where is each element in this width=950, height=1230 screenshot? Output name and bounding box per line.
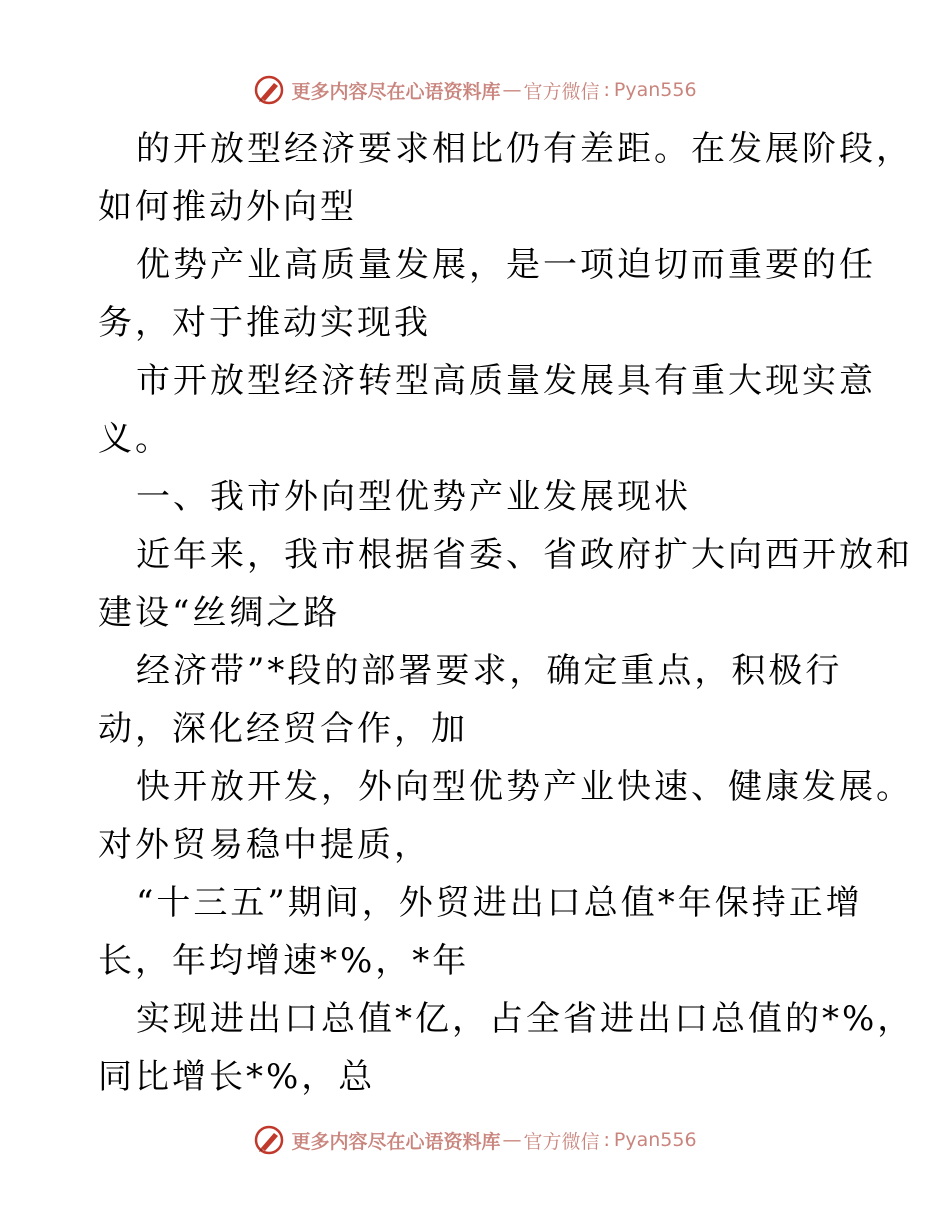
watermark-text: 更多内容尽在心语资料库 <box>291 80 501 103</box>
pen-logo-icon <box>253 1124 285 1156</box>
text-line: 优势产业高质量发展，是一项迫切而重要的任 <box>136 245 876 285</box>
document-body <box>98 120 915 1106</box>
text-line: 实现进出口总值*亿，占全省进出口总值的*%， <box>136 999 915 1039</box>
section-heading: 一、我市外向型优势产业发展现状 <box>136 477 691 517</box>
watermark-text: 更多内容尽在心语资料库 <box>291 1130 501 1153</box>
watermark-contact-label: 官方微信 <box>523 1130 600 1153</box>
text-line: 经济带”*段的部署要求，确定重点，积极行 <box>136 651 843 691</box>
text-line: 动，深化经贸合作，加 <box>98 709 468 749</box>
text-line: 的开放型经济要求相比仍有差距。在发展阶段， <box>136 129 913 169</box>
watermark-contact-label: 官方微信 <box>523 80 600 103</box>
text-line: 义。 <box>98 419 172 459</box>
watermark-contact-id: Pyan556 <box>613 1129 697 1151</box>
watermark-contact-id: Pyan556 <box>613 79 697 101</box>
text-line: 对外贸易稳中提质， <box>98 825 431 865</box>
text-line: 务，对于推动实现我 <box>98 303 431 343</box>
text-line: 长，年均增速*%，*年 <box>98 941 470 981</box>
text-line: 市开放型经济转型高质量发展具有重大现实意 <box>136 361 876 401</box>
footer-watermark <box>0 1120 950 1160</box>
text-line: “十三五”期间，外贸进出口总值*年保持正增 <box>136 883 863 923</box>
text-line: 建设“丝绸之路 <box>98 593 341 633</box>
text-line: 近年来，我市根据省委、省政府扩大向西开放和 <box>136 535 913 575</box>
text-line: 快开放开发，外向型优势产业快速、健康发展。 <box>136 767 913 807</box>
text-line: 如何推动外向型 <box>98 187 357 227</box>
text-line: 同比增长*%，总 <box>98 1057 376 1097</box>
watermark-dash: — <box>502 79 522 101</box>
header-watermark <box>0 70 950 110</box>
watermark-separator: : <box>603 1129 610 1151</box>
watermark-dash: — <box>502 1129 522 1151</box>
watermark-separator: : <box>603 79 610 101</box>
pen-logo-icon <box>253 74 285 106</box>
